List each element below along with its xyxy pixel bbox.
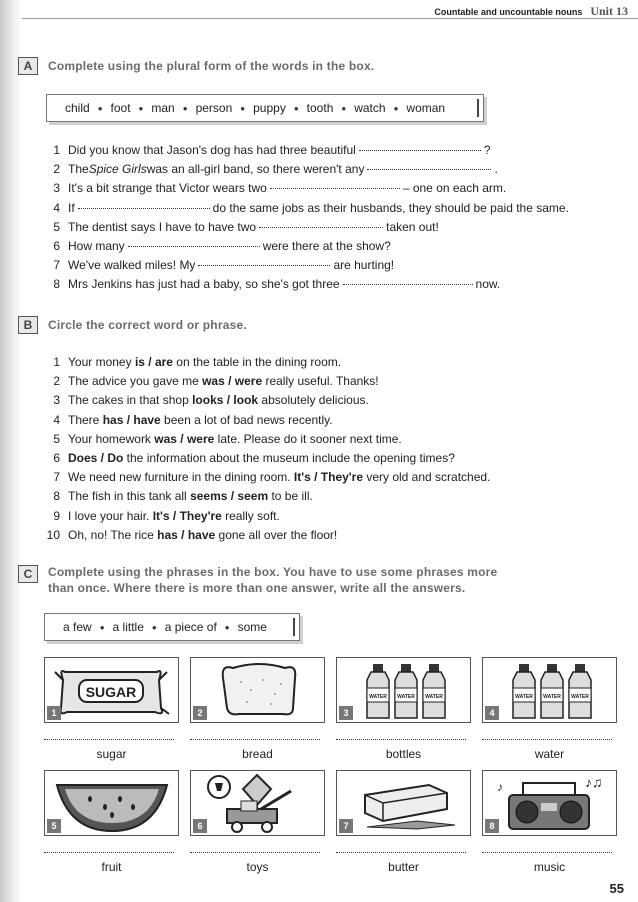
item-text: very old and scratched. [363,470,491,485]
item-text: gone all over the floor! [215,527,338,542]
item-text: Your money [68,355,135,369]
item-text: was an all-girl band, so there weren't any [146,162,365,177]
item-text: The cakes in that shop [68,393,193,408]
bottle-label-text: WATER [543,694,561,700]
item-number: 3 [53,181,60,196]
bottle-label-text: WATER [397,694,415,700]
picture-frame [482,657,617,723]
choice-options[interactable]: was / were [154,431,215,446]
picture-number: 4 [485,706,499,720]
header-title: Countable and uncountable nouns [434,7,583,17]
item-text: There [68,412,103,427]
picture-label: sugar [96,747,127,761]
bread-slice-icon [191,658,324,723]
section-a-word-box [46,94,484,122]
picture-label: fruit [101,860,122,874]
picture-frame [336,770,471,836]
picture-number: 6 [193,819,207,833]
choice-options[interactable]: seems / seem [190,489,269,504]
item-text-end: do the same jobs as their husbands, they should be paid the same. [212,200,569,215]
answer-blank[interactable] [343,275,473,285]
bottle-label-text: WATER [571,694,589,700]
exercise-a-item [40,141,569,160]
bullet-separator: ● [224,622,230,632]
choice-options[interactable]: has / have [157,527,216,542]
answer-blank[interactable] [270,179,400,189]
item-text-end: ? [483,143,491,157]
picture-item [44,657,179,772]
item-text: the information about the museum include the opening times? [123,451,455,466]
item-text: We need new furniture in the dining room. [68,470,294,485]
answer-blank[interactable] [367,160,491,170]
answer-blank[interactable] [336,852,466,853]
sugar-bag-icon [45,658,178,723]
picture-frame [44,657,179,723]
answer-blank[interactable] [44,739,174,740]
answer-blank[interactable] [359,141,481,151]
picture-item [190,657,325,772]
item-text: on the table in the dining room. [172,355,342,369]
picture-number: 3 [339,706,353,720]
item-number: 8 [53,489,60,504]
bottle-label-text: WATER [515,694,533,700]
item-text: been a lot of bad news recently. [160,412,333,427]
page-header [434,4,628,19]
answer-blank[interactable] [259,218,383,228]
item-number: 2 [53,374,60,389]
answer-blank[interactable] [128,237,260,247]
phrase-box-item: a little [112,620,144,634]
item-text: absolutely delicious. [258,393,369,408]
answer-blank[interactable] [78,199,210,209]
item-text: If [68,200,75,215]
exercise-a-item [40,179,569,198]
choice-options[interactable]: has / have [102,412,161,427]
watermelon-icon [45,771,178,836]
bullet-separator: ● [97,103,103,113]
item-text: The dentist says I have to have two [68,219,257,234]
phrase-box-item: a few [63,620,92,634]
item-text: We've walked miles! My [68,258,196,273]
page-number: 55 [609,881,624,896]
bullet-separator: ● [138,103,144,113]
picture-number: 5 [47,819,61,833]
item-text: to be ill. [268,489,313,504]
answer-blank[interactable] [198,256,330,266]
word-box-item: woman [406,101,446,115]
picture-frame [190,657,325,723]
toys-icon [191,771,324,836]
exercise-b-item [40,411,490,430]
picture-item [482,657,617,772]
word-box-item: tooth [306,101,334,115]
picture-item [336,657,471,772]
bullet-separator: ● [151,622,157,632]
choice-options[interactable]: It's / They're [293,470,363,485]
bullet-separator: ● [341,103,347,113]
item-text: really soft. [221,508,280,523]
bottle-label-text: WATER [425,694,443,700]
item-text-end: . [494,162,498,177]
section-b-letter: B [18,316,38,334]
section-b-heading [18,316,247,334]
exercise-a-item [40,256,569,275]
page-binding-shadow [0,0,22,902]
item-number: 5 [53,431,60,446]
choice-options[interactable]: was / were [202,374,263,389]
header-unit: Unit 13 [590,4,628,18]
item-text-end: were there at the show? [262,239,391,254]
item-text: late. Please do it sooner next time. [214,431,402,446]
item-number: 6 [53,451,60,466]
picture-frame [482,770,617,836]
picture-frame [44,770,179,836]
item-text: The [68,162,89,177]
word-box-item: man [151,101,175,115]
picture-number: 1 [47,706,61,720]
exercise-b-item [40,430,490,449]
exercise-b-item [40,353,490,372]
section-c-phrase-box [44,613,300,641]
exercise-a-item [40,218,569,237]
item-text: Oh, no! The rice [68,527,158,542]
exercise-a-item [40,199,569,218]
svg-text:♪♫: ♪♫ [585,776,603,791]
exercise-a-item [40,275,569,294]
bullet-separator: ● [393,103,399,113]
section-c-instruction-line2: than once. Where there is more than one answer, write all the answers. [48,581,466,595]
section-b-instruction: Circle the correct word or phrase. [48,318,247,332]
answer-blank[interactable] [190,739,320,740]
phrase-box-item: a piece of [164,620,217,634]
picture-label: bottles [385,747,422,761]
section-b-list [40,353,490,545]
item-number: 1 [53,143,60,157]
picture-item [44,770,179,885]
exercise-a-item [40,237,569,256]
item-text-end: – one on each arm. [402,181,507,196]
exercise-b-item [40,487,490,506]
picture-frame [190,770,325,836]
picture-label: toys [246,860,269,874]
item-text: Mrs Jenkins has just had a baby, so she's got three [68,277,340,292]
item-number: 1 [53,355,60,369]
item-text: The fish in this tank all [68,489,191,504]
picture-frame [336,657,471,723]
header-rule [22,18,638,19]
section-a-list [40,141,569,295]
picture-item [190,770,325,885]
bullet-separator: ● [240,103,246,113]
item-text: The advice you gave me [68,374,203,389]
butter-icon [337,771,470,836]
item-text: Did you know that Jason's dog has had three beautiful [68,143,356,157]
section-a-heading [18,57,374,75]
section-c-instruction-line1: Complete using the phrases in the box. You have to use some phrases more [48,565,498,579]
bullet-separator: ● [293,103,299,113]
picture-number: 7 [339,819,353,833]
section-a-letter: A [18,57,38,75]
svg-text:♪: ♪ [497,780,503,794]
picture-label: butter [388,860,419,874]
section-a-instruction: Complete using the plural form of the words in the box. [48,59,375,73]
item-text-italic: Spice Girls [88,162,147,177]
picture-number: 2 [193,706,207,720]
choice-options[interactable]: looks / look [192,393,259,408]
choice-options[interactable]: It's / They're [152,508,222,523]
exercise-a-item [40,160,569,179]
bullet-separator: ● [99,622,105,632]
picture-label: bread [242,747,273,761]
item-number: 5 [53,219,60,234]
exercise-b-item [40,449,490,468]
exercise-b-item [40,391,490,410]
picture-number: 8 [485,819,499,833]
item-text: really useful. Thanks! [262,374,379,389]
word-box-item: foot [110,101,131,115]
answer-blank[interactable] [44,852,174,853]
item-number: 9 [53,508,60,523]
exercise-b-item [40,468,490,487]
answer-blank[interactable] [482,739,612,740]
item-number: 7 [53,258,60,273]
exercise-b-item [40,507,490,526]
item-number: 8 [53,277,60,292]
sugar-sack-text: SUGAR [85,684,137,700]
item-text: It's a bit strange that Victor wears two [68,181,267,196]
item-text: Your homework [68,431,155,446]
picture-label: water [534,747,565,761]
radio-music-icon [483,771,616,836]
picture-item [336,770,471,885]
item-number: 4 [53,412,60,427]
item-number: 3 [53,393,60,408]
picture-item [482,770,617,885]
item-text-end: now. [475,277,501,292]
word-box-item: watch [354,101,386,115]
item-text-end: taken out! [386,219,439,234]
section-c-instruction [48,564,497,596]
word-box-item: child [65,101,90,115]
bullet-separator: ● [182,103,188,113]
exercise-b-item [40,526,490,545]
answer-blank[interactable] [336,739,466,740]
phrase-box-item: some [237,620,267,634]
answer-blank[interactable] [190,852,320,853]
picture-label: music [533,860,566,874]
choice-options[interactable]: is / are [134,355,173,369]
exercise-b-item [40,372,490,391]
section-c-picture-grid [44,657,614,887]
item-text-end: are hurting! [333,258,395,273]
item-number: 7 [53,470,60,485]
section-c-letter: C [18,565,38,583]
bottle-label-text: WATER [369,694,387,700]
choice-options[interactable]: Does / Do [68,451,124,466]
item-number: 6 [53,239,60,254]
word-box-item: person [195,101,233,115]
answer-blank[interactable] [482,852,612,853]
water-bottles-icon [337,658,470,723]
item-text: How many [68,239,125,254]
word-box-item: puppy [253,101,286,115]
item-text: I love your hair. [68,508,153,523]
section-c-heading [18,564,497,596]
water-bottles-icon [483,658,616,723]
item-number: 2 [53,162,60,177]
item-number: 4 [53,200,60,215]
item-number: 10 [46,527,60,542]
